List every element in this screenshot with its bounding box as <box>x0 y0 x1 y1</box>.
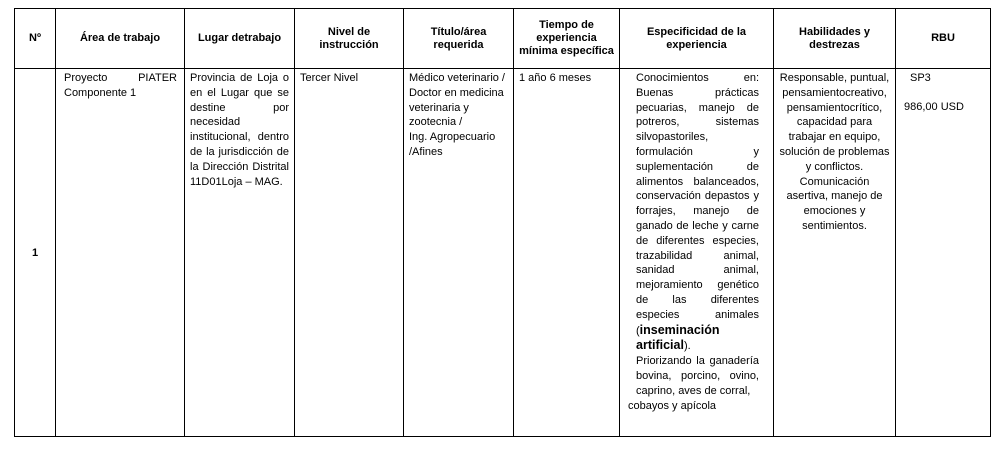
header-tiempo: Tiempo de experiencia mínima específica <box>514 9 620 69</box>
header-row <box>15 9 991 69</box>
header-lugar: Lugar detrabajo <box>185 9 295 69</box>
cell-titulo <box>404 69 514 437</box>
cell-especificidad <box>620 69 774 437</box>
header-area: Área de trabajo <box>56 9 185 69</box>
habilidades-para: Responsable, puntual, pensamientocreativo, pensamientocrítico, capacidad para trabajar en equipo, solución de problemas y conflictos. <box>779 72 890 173</box>
especificidad-priority: Priorizando la ganadería bovina, porcino, ovino, caprino, aves de corral, <box>636 355 759 397</box>
header-nivel: Nivel de instrucción <box>295 9 404 69</box>
row-number: 1 <box>15 69 56 437</box>
header-especificidad: Especificidad de la experiencia <box>620 9 774 69</box>
rbu-amount: 986,00 USD <box>904 100 964 113</box>
header-habilidades: Habilidades y destrezas <box>774 9 896 69</box>
header-num: Nº <box>15 9 56 69</box>
header-titulo: Título/área requerida <box>404 9 514 69</box>
rbu-grade: SP3 <box>910 72 931 84</box>
especificidad-last: cobayos y apícola <box>628 399 717 412</box>
cell-area: Proyecto PIATER Componente 1 <box>56 69 185 437</box>
job-requirements-table <box>14 8 991 437</box>
header-rbu: RBU <box>896 9 991 69</box>
especificidad-emphasis: inseminación artificial <box>636 322 720 353</box>
titulo-line: Ing. Agropecuario /Afines <box>409 131 496 158</box>
cell-habilidades <box>774 69 896 437</box>
cell-nivel: Tercer Nivel <box>295 69 404 437</box>
table-row <box>15 69 991 437</box>
titulo-line: Médico veterinario / Doctor en medicina veterinaria y zootecnia / <box>409 72 505 129</box>
especificidad-text: Conocimientos en: Buenas prácticas pecuarias, manejo de potreros, sistemas silvopastoriles, formulación y suplementación de alimentos balanceados, conservación depastos y forrajes, manejo de ganado de leche y carne de diferentes especies, trazabilidad animal, sanidad animal, mejoramiento genético de las diferentes especies animales ( <box>636 72 759 337</box>
especificidad-close: ). <box>683 340 691 353</box>
habilidades-para: Comunicación asertiva, manejo de emociones y sentimientos. <box>786 175 883 232</box>
cell-lugar: Provincia de Loja o en el Lugar que se destine por necesidad institucional, dentro de la jurisdicción de la Dirección Distrital 11D01Loja – MAG. <box>185 69 295 437</box>
cell-tiempo: 1 año 6 meses <box>514 69 620 437</box>
cell-rbu <box>896 69 991 437</box>
